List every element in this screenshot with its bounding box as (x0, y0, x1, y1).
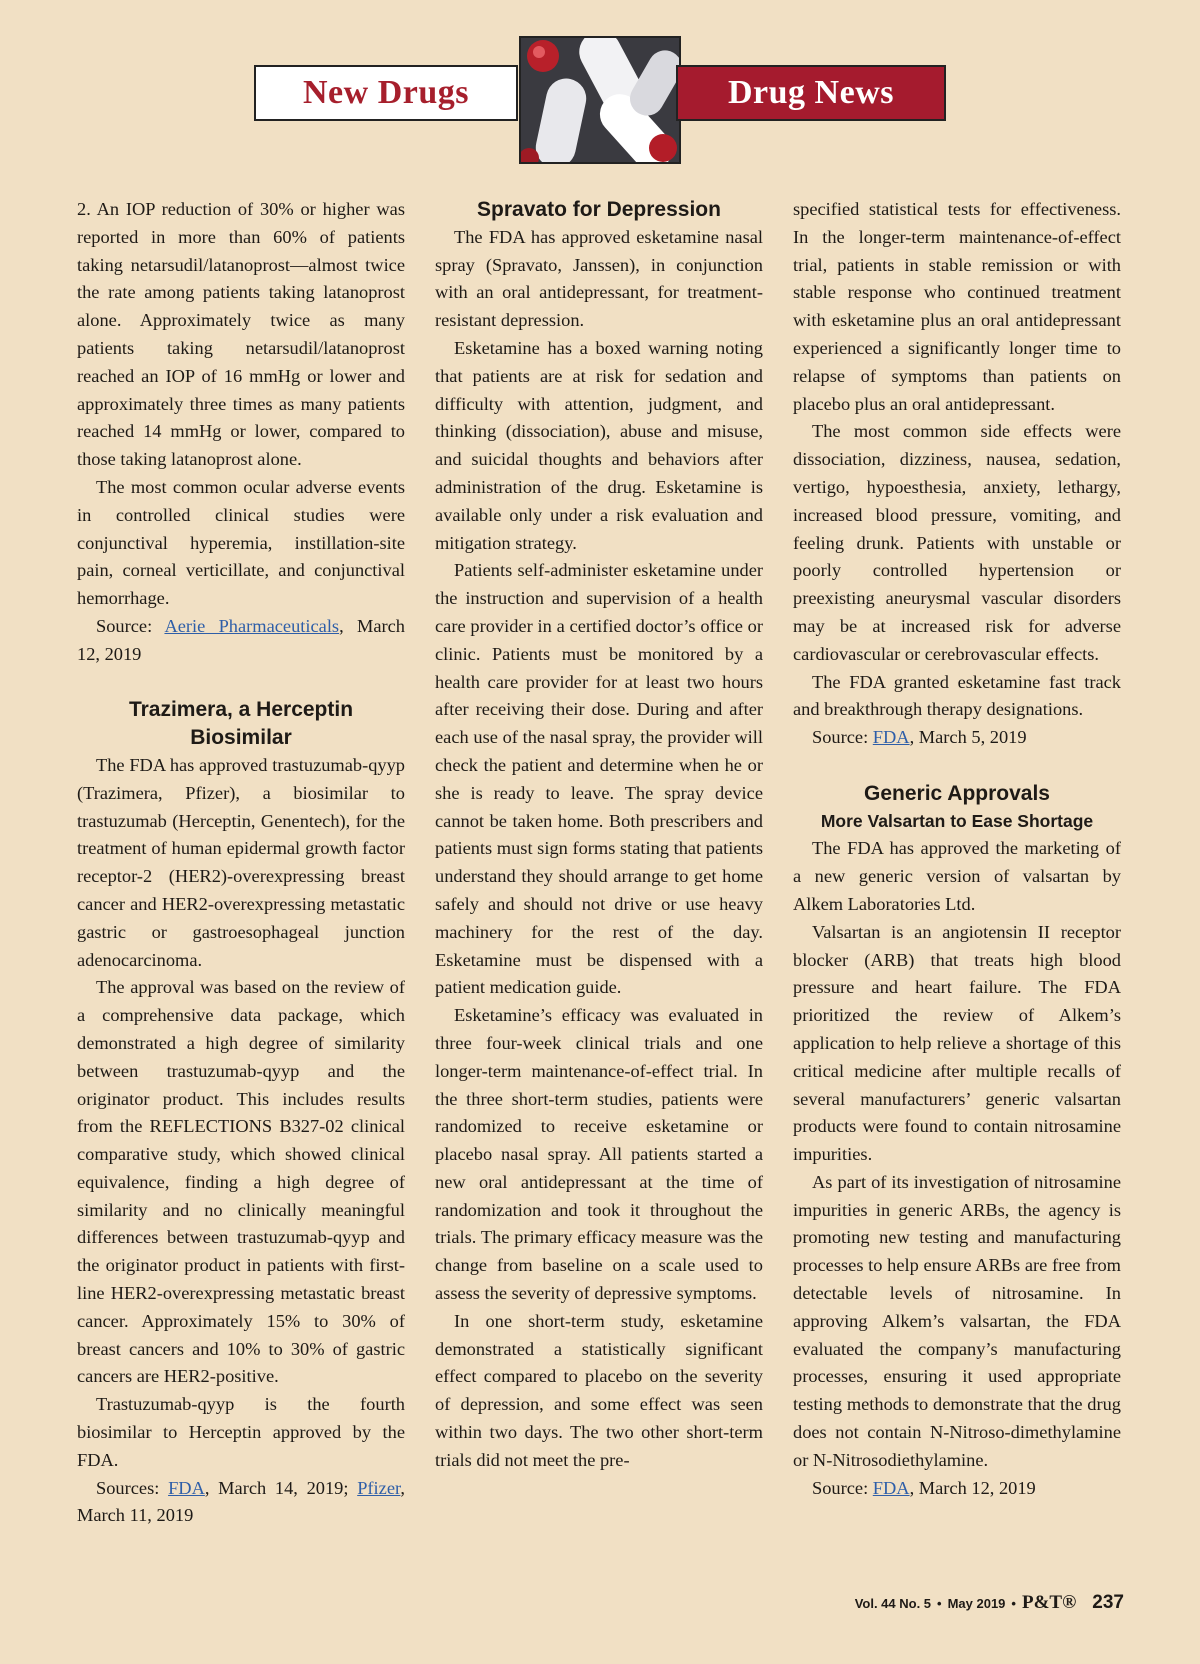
paragraph: The FDA has approved esketamine nasal spray (Spravato, Janssen), in conjunction with an oral antidepressant, for treatment-resistant depression. (435, 226, 763, 331)
source-line (77, 1475, 405, 1531)
paragraph: The most common side effects were dissociation, dizziness, nausea, sedation, vertigo, hypoesthesia, anxiety, lethargy, increased blood pressure, vomiting, and feeling drunk. Patients with unstable or poorly controlled hypertension or preexisting aneurysmal vascular disorders may be at increased risk for adverse cardiovascular or cerebrovascular effects. (793, 421, 1121, 664)
paragraph: specified statistical tests for effectiveness. In the longer-term maintenance-of-effect trial, patients in stable remission or with stable response who continued treatment with esketamine plus an oral antidepressant experienced a significantly longer time to relapse of symptoms than patients on placebo plus an oral antidepressant. (793, 199, 1121, 414)
source-date: , March 5, 2019 (909, 727, 1027, 748)
fda-source-link[interactable]: FDA (168, 1477, 205, 1498)
valsartan-subheading: More Valsartan to Ease Shortage (820, 810, 1094, 831)
trazimera-heading: Trazimera, a Herceptin Biosimilar (128, 698, 354, 750)
pills-illustration (521, 38, 679, 162)
paragraph: The FDA has approved trastuzumab-qyyp (Trazimera, Pfizer), a biosimilar to trastuzumab (Herceptin, Genentech), for the treatment of human epidermal growth factor receptor-2 (HER2)-overexpressing breast cancer and HER2-overexpressing metastatic gastric or gastroesophageal junction adenocarcinoma. (77, 754, 405, 970)
paragraph: Esketamine’s efficacy was evaluated in three four-week clinical trials and one longer-term maintenance-of-effect trial. In the three short-term studies, patients were randomized to receive esketamine or placebo nasal spray. All patients started a new oral antidepressant at the time of randomization and took it throughout the trials. The primary efficacy measure was the change from baseline on a scale used to assess the severity of depressive symptoms. (435, 1005, 763, 1304)
separator: • (1011, 1596, 1016, 1611)
journal-name: P&T® (1021, 1592, 1077, 1613)
new-drugs-banner: New Drugs (254, 65, 518, 121)
spravato-heading: Spravato for Depression (477, 198, 721, 221)
source-line (77, 613, 405, 669)
source-date: , March 14, 2019; (204, 1477, 358, 1498)
page-number: 237 (1092, 1592, 1124, 1613)
issue-date: May 2019 (947, 1596, 1006, 1611)
source-date: , March 11, 2019 (77, 1477, 405, 1526)
source-date: , March 12, 2019 (909, 1477, 1036, 1498)
page-header (0, 0, 1200, 170)
source-date: , March 12, 2019 (77, 615, 405, 664)
column-1 (77, 196, 405, 1530)
source-line (793, 724, 1121, 752)
fda-source-link[interactable]: FDA (872, 727, 910, 748)
aerie-source-link[interactable]: Aerie Pharmaceuticals (164, 615, 340, 636)
generic-approvals-heading: Generic Approvals (864, 781, 1050, 805)
pills-photo (519, 36, 681, 164)
paragraph: Patients self-administer esketamine under the instruction and supervision of a health care provider in a certified doctor’s office or clinic. Patients must be monitored by a health care provider for at least two hours after receiving their dose. During and after each use of the nasal spray, the provider will check the patient and determine when he or she is ready to leave. The spray device cannot be taken home. Both prescribers and patients must sign forms stating that patients understand they should arrange to get home safely and should not drive or use heavy machinery for the rest of the day. Esketamine must be dispensed with a patient medication guide. (435, 560, 763, 998)
paragraph: As part of its investigation of nitrosamine impurities in generic ARBs, the agency is promoting new testing and manufacturing processes to help ensure ARBs are free from detectable levels of nitrosamine. In approving Alkem’s valsartan, the FDA evaluated the company’s manufacturing processes, ensuring it used appropriate testing methods to demonstrate that the drug does not contain N-Nitroso-dimethylamine or N-Nitrosodiethylamine. (793, 1171, 1121, 1470)
source-line (793, 1475, 1121, 1503)
paragraph: Esketamine has a boxed warning noting that patients are at risk for sedation and difficulty with attention, judgment, and thinking (dissociation), abuse and misuse, and suicidal thoughts and behaviors after administration of the drug. Esketamine is available only under a risk evaluation and mitigation strategy. (435, 337, 763, 553)
drug-news-banner: Drug News (676, 65, 946, 121)
paragraph: The most common ocular adverse events in controlled clinical studies were conjunctival hyperemia, instillation-site pain, corneal verticillate, and conjunctival hemorrhage. (77, 476, 405, 609)
separator: • (937, 1596, 942, 1611)
source-prefix: Source: (812, 1477, 873, 1498)
source-prefix: Source: (96, 615, 165, 636)
paragraph: Valsartan is an angiotensin II receptor blocker (ARB) that treats high blood pressure and heart failure. The FDA prioritized the review of Alkem’s application to help relieve a shortage of this critical medicine after multiple recalls of several manufacturers’ generic valsartan products were found to contain nitrosamine impurities. (793, 921, 1121, 1165)
column-3 (793, 196, 1121, 1502)
page-footer (855, 1592, 1124, 1614)
source-prefix: Sources: (96, 1477, 169, 1498)
issue-number: Vol. 44 No. 5 (854, 1596, 932, 1611)
paragraph: The FDA has approved the marketing of a new generic version of valsartan by Alkem Laboratories Ltd. (793, 838, 1121, 914)
paragraph: In one short-term study, esketamine demonstrated a statistically significant effect compared to placebo on the severity of depression, and some effect was seen within two days. The two other short-term trials did not meet the pre- (435, 1310, 763, 1470)
pfizer-source-link[interactable]: Pfizer (357, 1477, 401, 1498)
paragraph: Trastuzumab-qyyp is the fourth biosimilar to Herceptin approved by the FDA. (77, 1394, 405, 1470)
paragraph: 2. An IOP reduction of 30% or higher was reported in more than 60% of patients taking netarsudil/latanoprost—almost twice the rate among patients taking latanoprost alone. Approximately twice as many patients taking netarsudil/latanoprost reached an IOP of 16 mmHg or lower and approximately three times as many patients reached 14 mmHg or lower, compared to those taking latanoprost alone. (77, 199, 405, 470)
source-prefix: Source: (812, 727, 873, 748)
paragraph: The FDA granted esketamine fast track and breakthrough therapy designations. (793, 671, 1121, 720)
fda-source-link[interactable]: FDA (872, 1477, 910, 1498)
paragraph: The approval was based on the review of a comprehensive data package, which demonstrated a high degree of similarity between trastuzumab-qyyp and the originator product. This includes results from the REFLECTIONS B327-02 clinical comparative study, which showed clinical equivalence, finding a high degree of similarity and no clinically meaningful differences between trastuzumab-qyyp and the originator product in patients with first-line HER2-overexpressing metastatic breast cancer. Approximately 15% to 30% of breast cancers and 10% to 30% of gastric cancers are HER2-positive. (77, 977, 405, 1387)
column-2 (435, 196, 763, 1475)
